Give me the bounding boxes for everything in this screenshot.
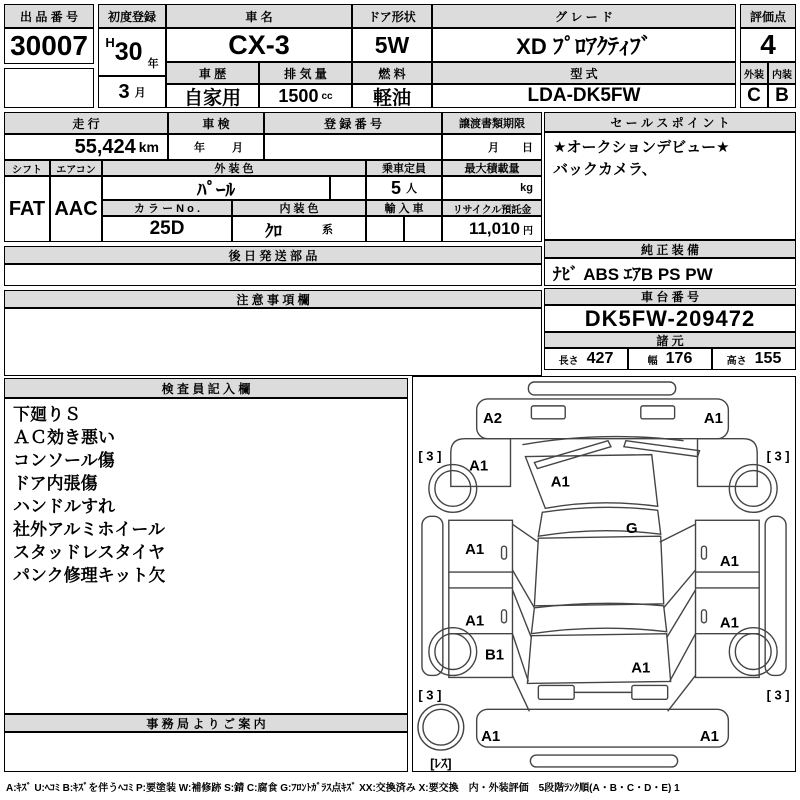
mileage-unit: km (138, 139, 159, 155)
interior-color-value (232, 216, 366, 242)
lot-number-value: 30007 (4, 28, 94, 64)
mark-door-front-left: A1 (465, 541, 485, 559)
mark-tire-front-right: [ 3 ] (766, 448, 790, 464)
mark-quarter-rear-left: B1 (485, 646, 505, 664)
length-label: 長さ (558, 355, 579, 367)
inspector-note: コンソール傷 (13, 451, 115, 470)
inspector-notes-list (4, 398, 408, 714)
width-cell (628, 348, 712, 370)
inspector-note: パンク修理キット欠 (13, 566, 166, 585)
wheel-front-right (729, 465, 777, 513)
mark-rear-bumper-right: A1 (699, 728, 719, 746)
exterior-color-value: ﾊﾟｰﾙ (102, 176, 330, 200)
month-unit: 月 (134, 87, 146, 99)
door-shape-value: 5W (352, 28, 432, 62)
windshield (525, 455, 657, 509)
capacity-value (366, 176, 442, 200)
shift-header: シフト (4, 160, 50, 176)
max-load-unit: kg (520, 182, 533, 194)
reg-month: 3 (118, 80, 130, 103)
exterior-color-sub-cell (330, 176, 366, 200)
dimensions-header: 諸 元 (544, 332, 796, 348)
era-code: H (105, 35, 115, 50)
exterior-grade-value: C (740, 84, 768, 108)
recycle-fee-value (442, 216, 542, 242)
mark-windshield: A1 (550, 473, 570, 491)
rear-bumper (477, 709, 729, 747)
model-code-value: LDA-DK5FW (432, 84, 736, 108)
roof-front-band (538, 507, 660, 536)
door-handle-rear-right (701, 610, 706, 623)
shift-value: FAT (4, 176, 50, 242)
mark-tire-rear-left: [ 3 ] (418, 687, 442, 703)
interior-color-name: ｸﾛ (265, 221, 282, 241)
spare-tire (418, 704, 464, 750)
deadline-day-unit: 日 (522, 142, 533, 154)
recycle-fee-number: 11,010 (468, 219, 520, 238)
exterior-color-header: 外 装 色 (102, 160, 366, 176)
exterior-grade-header: 外装 (740, 62, 768, 84)
mark-door-rear-left: A1 (465, 612, 485, 630)
taillight-right (632, 685, 668, 699)
first-registration-year (98, 28, 166, 76)
later-parts-value (4, 264, 542, 286)
mark-tire-rear-right: [ 3 ] (766, 687, 790, 703)
inspection-value (168, 134, 264, 160)
grade-header: グ レ ー ド (432, 4, 736, 28)
interior-color-header: 内 装 色 (232, 200, 366, 216)
height-value: 155 (754, 350, 782, 367)
door-handle-front-left (502, 546, 507, 559)
chassis-number-header: 車 台 番 号 (544, 288, 796, 305)
color-no-header: カ ラ ー N o . (102, 200, 232, 216)
capacity-unit: 人 (406, 183, 417, 195)
mark-tire-front-left: [ 3 ] (418, 448, 442, 464)
inspection-header: 車 検 (168, 112, 264, 134)
mark-door-rear-right: A1 (719, 614, 739, 632)
car-name-header: 車 名 (166, 4, 352, 28)
sill-left (422, 516, 443, 675)
mark-spare-tire: [ﾚｽ] (430, 755, 452, 771)
first-registration-header: 初度登録 (98, 4, 166, 28)
mark-front-bumper-right: A1 (703, 409, 723, 427)
transfer-deadline-value (442, 134, 542, 160)
aircon-value: AAC (50, 176, 102, 242)
front-bumper (477, 399, 729, 439)
fuel-value: 軽油 (352, 84, 432, 108)
inspection-month-unit: 月 (232, 142, 243, 154)
mileage-value (4, 134, 168, 160)
score-value: 4 (740, 28, 796, 62)
inspector-note: ハンドルすれ (13, 497, 115, 516)
import-cell-2 (404, 216, 442, 242)
interior-color-suffix: 系 (322, 224, 333, 236)
inspector-note: 社外アルミホイール (13, 520, 165, 539)
inspector-note: ドア内張傷 (13, 474, 98, 493)
oem-equipment-header: 純 正 装 備 (544, 240, 796, 258)
capacity-number: 5 (390, 177, 401, 198)
inspector-notes-header: 検 査 員 記 入 欄 (4, 378, 408, 398)
headlight-right (641, 406, 675, 419)
transfer-deadline-header: 譲渡書類期限 (442, 112, 542, 134)
door-panel-right (696, 520, 760, 677)
mark-door-front-right: A1 (719, 553, 739, 571)
office-info-header: 事 務 局 よ り ご 案 内 (4, 714, 408, 732)
interior-grade-value: B (768, 84, 796, 108)
recycle-fee-header: リサイクル預託金 (442, 200, 542, 216)
capacity-header: 乗車定員 (366, 160, 442, 176)
fuel-header: 燃 料 (352, 62, 432, 84)
year-unit: 年 (147, 58, 159, 70)
max-load-header: 最大積載量 (442, 160, 542, 176)
later-parts-header: 後 日 発 送 部 品 (4, 246, 542, 264)
taillight-left (538, 685, 574, 699)
mileage-number: 55,424 (74, 135, 136, 158)
registration-number-header: 登 録 番 号 (264, 112, 442, 134)
damage-code-legend: A:ｷｽﾞ U:ﾍｺﾐ B:ｷｽﾞを伴うﾍｺﾐ P:要塗装 W:補修跡 S:錆 C:腐食 G:ﾌﾛﾝﾄｶﾞﾗｽ点ｷｽﾞ XX:交換済み X:要交換 内・外装評価 5段階ﾗﾝｸ順(A・B・C・D・E) 1 (6, 783, 680, 794)
sales-point-value (544, 132, 796, 240)
grade-value: XD ﾌﾟﾛｱｸﾃｨﾌﾞ (432, 28, 736, 62)
notes-header: 注 意 事 項 欄 (4, 290, 542, 308)
roof (534, 536, 663, 606)
registration-number-value (264, 134, 442, 160)
wheel-rear-left (429, 628, 477, 676)
headlight-left (531, 406, 565, 419)
max-load-value (442, 176, 542, 200)
interior-grade-header: 内装 (768, 62, 796, 84)
displacement-number: 1500 (278, 85, 319, 106)
mark-front-bumper-left: A2 (483, 409, 503, 427)
door-handle-front-right (701, 546, 706, 559)
import-cell-1 (366, 216, 404, 242)
inspector-note: スタッドレスタイヤ (13, 543, 166, 562)
car-top-view (413, 377, 795, 771)
cowl-line (522, 437, 683, 445)
inspector-note: ＡＣ効き悪い (13, 428, 115, 447)
inspection-year-unit: 年 (194, 142, 205, 154)
history-value: 自家用 (166, 84, 259, 108)
displacement-unit: cc (321, 90, 333, 102)
history-header: 車 歴 (166, 62, 259, 84)
score-header: 評価点 (740, 4, 796, 28)
displacement-value (259, 84, 352, 108)
sales-point-line: ★オークションデビュー★ (553, 139, 730, 156)
sales-point-header: セ ー ル ス ポ イ ン ト (544, 112, 796, 132)
deadline-month-unit: 月 (488, 142, 499, 154)
first-registration-month (98, 76, 166, 108)
height-label: 高さ (726, 355, 747, 367)
import-header: 輸 入 車 (366, 200, 442, 216)
height-cell (712, 348, 796, 370)
door-handle-rear-left (502, 610, 507, 623)
recycle-fee-unit: 円 (523, 225, 533, 237)
aircon-header: エアコン (50, 160, 102, 176)
inspector-note: 下廻りＳ (13, 405, 81, 424)
sales-point-line: バックカメラ、 (553, 161, 657, 178)
wiper-left (534, 441, 611, 469)
mark-rear-bumper-left: A1 (481, 728, 501, 746)
reg-year: 30 (114, 37, 143, 66)
mark-glass-chip: G (626, 520, 638, 538)
width-value: 176 (665, 350, 693, 367)
front-fender-right (698, 439, 758, 487)
lot-number-header: 出 品 番 号 (4, 4, 94, 28)
mark-front-fender-left: A1 (469, 457, 489, 475)
front-garnish (528, 382, 675, 395)
color-no-value: 25D (102, 216, 232, 242)
chassis-number-value: DK5FW-209472 (544, 305, 796, 332)
car-name-value: CX-3 (166, 28, 352, 62)
notes-value (4, 308, 542, 376)
width-label: 幅 (647, 355, 658, 367)
lot-empty-box (4, 68, 94, 108)
mileage-header: 走 行 (4, 112, 168, 134)
length-cell (544, 348, 628, 370)
oem-equipment-value: ﾅﾋﾞ ABS ｴｱB PS PW (544, 258, 796, 286)
mark-rear-hatch: A1 (631, 659, 651, 677)
office-info-value (4, 732, 408, 772)
car-damage-diagram (412, 376, 796, 772)
wheel-rear-right (729, 628, 777, 676)
model-code-header: 型 式 (432, 62, 736, 84)
length-value: 427 (586, 350, 614, 367)
displacement-header: 排 気 量 (259, 62, 352, 84)
rear-garnish (530, 755, 677, 767)
sill-right (765, 516, 786, 675)
rear-window (531, 603, 666, 633)
door-shape-header: ドア形状 (352, 4, 432, 28)
